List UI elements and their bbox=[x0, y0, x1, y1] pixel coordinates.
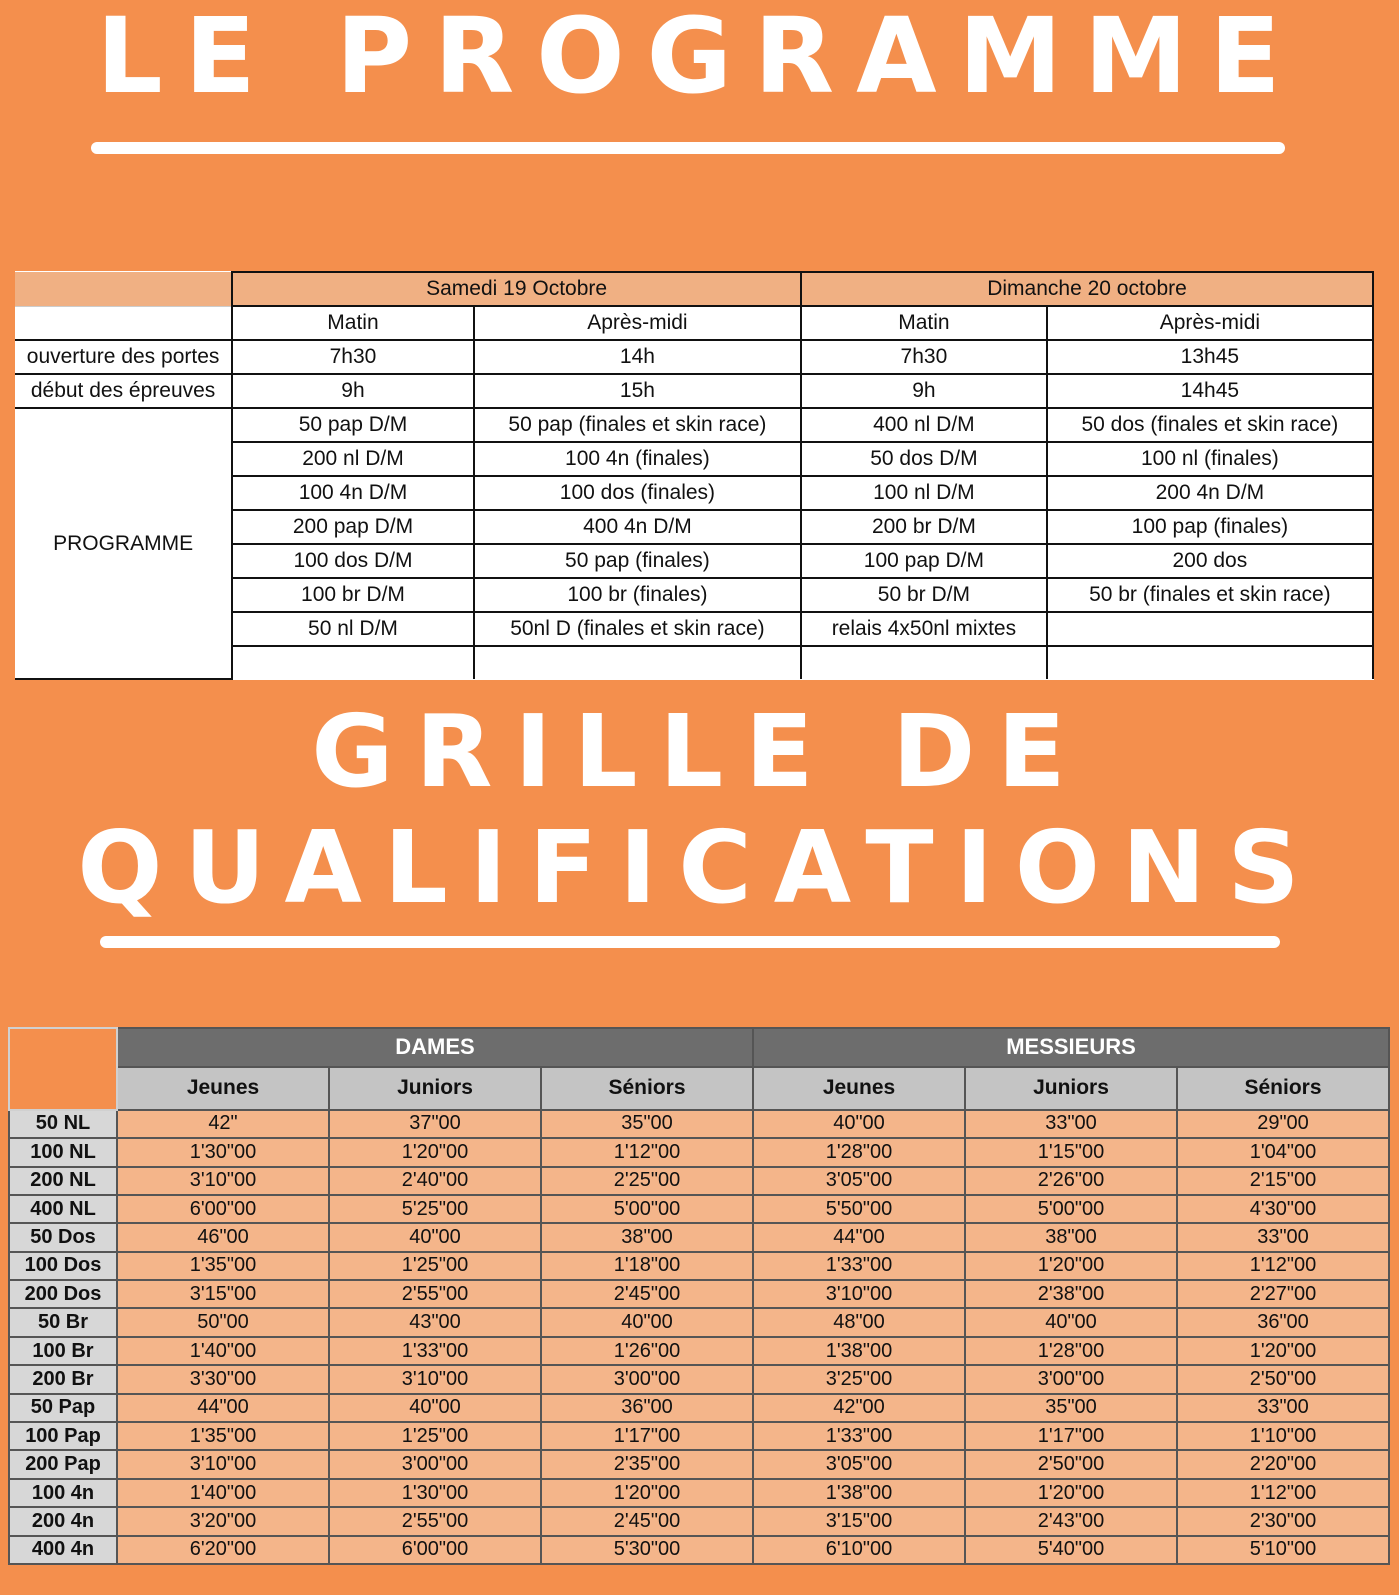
event-cell: 200 4n D/M bbox=[1047, 476, 1373, 510]
qualification-time: 42"00 bbox=[753, 1394, 965, 1422]
qualification-time: 5'50"00 bbox=[753, 1195, 965, 1223]
programme-days-row bbox=[15, 272, 1373, 306]
qualification-time: 2'27"00 bbox=[1177, 1280, 1389, 1308]
programme-table bbox=[15, 271, 1374, 680]
qualification-time: 33"00 bbox=[1177, 1223, 1389, 1251]
programme-periods-row bbox=[15, 306, 1373, 340]
qualification-time: 3'05"00 bbox=[753, 1450, 965, 1478]
event-cell: 50 br (finales et skin race) bbox=[1047, 578, 1373, 612]
time-cell: 7h30 bbox=[801, 340, 1047, 374]
event-label: 200 4n bbox=[9, 1507, 117, 1535]
programme-corner-cell bbox=[15, 306, 232, 340]
qualification-time: 1'25"00 bbox=[329, 1422, 541, 1450]
programme-times-row bbox=[15, 340, 1373, 374]
qualification-time: 29"00 bbox=[1177, 1110, 1389, 1138]
category-header: Jeunes bbox=[753, 1067, 965, 1110]
event-label: 50 Dos bbox=[9, 1223, 117, 1251]
event-cell: 200 br D/M bbox=[801, 510, 1047, 544]
period-header: Après-midi bbox=[1047, 306, 1373, 340]
time-cell: 9h bbox=[232, 374, 474, 408]
event-cell: 50 dos (finales et skin race) bbox=[1047, 408, 1373, 442]
qualification-row bbox=[9, 1138, 1389, 1166]
row-label: début des épreuves bbox=[15, 374, 232, 408]
qualification-row bbox=[9, 1536, 1389, 1564]
qualification-time: 1'33"00 bbox=[753, 1422, 965, 1450]
category-header: Séniors bbox=[1177, 1067, 1389, 1110]
qualification-time: 1'40"00 bbox=[117, 1479, 329, 1507]
qualification-time: 36"00 bbox=[541, 1394, 753, 1422]
qualification-time: 40"00 bbox=[753, 1110, 965, 1138]
qualification-time: 1'04"00 bbox=[1177, 1138, 1389, 1166]
event-cell: 100 nl (finales) bbox=[1047, 442, 1373, 476]
time-cell: 14h bbox=[474, 340, 801, 374]
qualification-time: 1'20"00 bbox=[541, 1479, 753, 1507]
event-label: 200 Br bbox=[9, 1365, 117, 1393]
time-cell: 9h bbox=[801, 374, 1047, 408]
qualification-time: 2'30"00 bbox=[1177, 1507, 1389, 1535]
category-header: Juniors bbox=[965, 1067, 1177, 1110]
qualification-time: 1'12"00 bbox=[1177, 1252, 1389, 1280]
qualification-time: 2'45"00 bbox=[541, 1507, 753, 1535]
title-underline bbox=[91, 142, 1285, 154]
qualification-time: 5'25"00 bbox=[329, 1195, 541, 1223]
qualification-time: 2'25"00 bbox=[541, 1167, 753, 1195]
qualification-time: 1'12"00 bbox=[1177, 1479, 1389, 1507]
time-cell: 14h45 bbox=[1047, 374, 1373, 408]
qualification-time: 3'00"00 bbox=[329, 1450, 541, 1478]
qualification-time: 3'05"00 bbox=[753, 1167, 965, 1195]
qualification-time: 37"00 bbox=[329, 1110, 541, 1138]
event-label: 50 Br bbox=[9, 1308, 117, 1336]
qualification-time: 48"00 bbox=[753, 1308, 965, 1336]
group-header: DAMES bbox=[117, 1028, 753, 1067]
qualification-table bbox=[8, 1027, 1390, 1565]
event-cell: 200 nl D/M bbox=[232, 442, 474, 476]
event-cell: 100 4n (finales) bbox=[474, 442, 801, 476]
qualification-corner-cell bbox=[9, 1028, 117, 1110]
qualification-time: 4'30"00 bbox=[1177, 1195, 1389, 1223]
qualification-time: 1'38"00 bbox=[753, 1337, 965, 1365]
event-cell bbox=[474, 646, 801, 679]
qualification-time: 5'30"00 bbox=[541, 1536, 753, 1564]
qualification-row bbox=[9, 1280, 1389, 1308]
qualification-time: 6'00"00 bbox=[117, 1195, 329, 1223]
qualification-time: 33"00 bbox=[965, 1110, 1177, 1138]
event-label: 100 NL bbox=[9, 1138, 117, 1166]
qualification-time: 43"00 bbox=[329, 1308, 541, 1336]
event-cell: 200 pap D/M bbox=[232, 510, 474, 544]
qualification-row bbox=[9, 1365, 1389, 1393]
event-label: 100 Dos bbox=[9, 1252, 117, 1280]
period-header: Après-midi bbox=[474, 306, 801, 340]
event-cell bbox=[1047, 612, 1373, 646]
category-header: Séniors bbox=[541, 1067, 753, 1110]
event-cell: 50nl D (finales et skin race) bbox=[474, 612, 801, 646]
qualification-time: 33"00 bbox=[1177, 1394, 1389, 1422]
qualification-time: 46"00 bbox=[117, 1223, 329, 1251]
event-label: 400 4n bbox=[9, 1536, 117, 1564]
qualification-row bbox=[9, 1223, 1389, 1251]
event-cell: 400 4n D/M bbox=[474, 510, 801, 544]
qualification-time: 1'40"00 bbox=[117, 1337, 329, 1365]
event-cell: 200 dos bbox=[1047, 544, 1373, 578]
qualification-time: 3'10"00 bbox=[329, 1365, 541, 1393]
qualification-time: 1'30"00 bbox=[117, 1138, 329, 1166]
qualification-time: 1'35"00 bbox=[117, 1422, 329, 1450]
qualification-time: 3'10"00 bbox=[117, 1167, 329, 1195]
qualification-time: 1'28"00 bbox=[965, 1337, 1177, 1365]
time-cell: 7h30 bbox=[232, 340, 474, 374]
qualification-time: 40"00 bbox=[541, 1308, 753, 1336]
qualification-time: 6'00"00 bbox=[329, 1536, 541, 1564]
event-label: 50 Pap bbox=[9, 1394, 117, 1422]
event-label: 100 Pap bbox=[9, 1422, 117, 1450]
programme-corner-cell bbox=[15, 272, 232, 306]
period-header: Matin bbox=[801, 306, 1047, 340]
qualification-time: 3'10"00 bbox=[753, 1280, 965, 1308]
qualification-time: 1'15"00 bbox=[965, 1138, 1177, 1166]
event-cell: 100 pap D/M bbox=[801, 544, 1047, 578]
qualification-time: 1'20"00 bbox=[965, 1479, 1177, 1507]
qualification-time: 2'40"00 bbox=[329, 1167, 541, 1195]
qualification-row bbox=[9, 1308, 1389, 1336]
qualification-time: 1'10"00 bbox=[1177, 1422, 1389, 1450]
qualification-row bbox=[9, 1195, 1389, 1223]
event-label: 200 Dos bbox=[9, 1280, 117, 1308]
qualification-row bbox=[9, 1110, 1389, 1138]
qualification-time: 2'55"00 bbox=[329, 1507, 541, 1535]
category-header: Juniors bbox=[329, 1067, 541, 1110]
qualification-time: 35"00 bbox=[965, 1394, 1177, 1422]
event-cell: relais 4x50nl mixtes bbox=[801, 612, 1047, 646]
event-cell bbox=[801, 646, 1047, 679]
qualification-row bbox=[9, 1252, 1389, 1280]
qualification-time: 2'50"00 bbox=[1177, 1365, 1389, 1393]
day-header: Dimanche 20 octobre bbox=[801, 272, 1373, 306]
event-label: 200 Pap bbox=[9, 1450, 117, 1478]
event-cell: 100 4n D/M bbox=[232, 476, 474, 510]
qualification-time: 42" bbox=[117, 1110, 329, 1138]
qualification-time: 1'18"00 bbox=[541, 1252, 753, 1280]
qualification-time: 3'15"00 bbox=[753, 1507, 965, 1535]
event-cell bbox=[1047, 646, 1373, 679]
qualification-time: 2'38"00 bbox=[965, 1280, 1177, 1308]
event-cell: 50 nl D/M bbox=[232, 612, 474, 646]
programme-title: LE PROGRAMME bbox=[96, 0, 1303, 117]
qualification-time: 38"00 bbox=[965, 1223, 1177, 1251]
qualification-time: 3'15"00 bbox=[117, 1280, 329, 1308]
qualification-time: 2'55"00 bbox=[329, 1280, 541, 1308]
grille-title-line2: QUALIFICATIONS bbox=[77, 809, 1322, 926]
event-cell: 50 br D/M bbox=[801, 578, 1047, 612]
event-cell: 400 nl D/M bbox=[801, 408, 1047, 442]
qualification-row bbox=[9, 1167, 1389, 1195]
event-cell: 50 pap (finales et skin race) bbox=[474, 408, 801, 442]
qualification-time: 1'26"00 bbox=[541, 1337, 753, 1365]
qualification-row bbox=[9, 1422, 1389, 1450]
qualification-time: 1'35"00 bbox=[117, 1252, 329, 1280]
event-cell: 50 dos D/M bbox=[801, 442, 1047, 476]
event-cell: 100 dos (finales) bbox=[474, 476, 801, 510]
qualification-time: 35"00 bbox=[541, 1110, 753, 1138]
event-cell: 100 dos D/M bbox=[232, 544, 474, 578]
group-header: MESSIEURS bbox=[753, 1028, 1389, 1067]
qualification-time: 1'30"00 bbox=[329, 1479, 541, 1507]
time-cell: 13h45 bbox=[1047, 340, 1373, 374]
qualification-time: 50"00 bbox=[117, 1308, 329, 1336]
qualification-rows bbox=[9, 1110, 1389, 1564]
qualification-time: 5'40"00 bbox=[965, 1536, 1177, 1564]
qualification-time: 38"00 bbox=[541, 1223, 753, 1251]
group-header-row bbox=[9, 1028, 1389, 1067]
qualification-time: 1'33"00 bbox=[329, 1337, 541, 1365]
qualification-time: 40"00 bbox=[329, 1223, 541, 1251]
qualification-time: 1'17"00 bbox=[541, 1422, 753, 1450]
qualification-time: 1'20"00 bbox=[1177, 1337, 1389, 1365]
event-cell: 100 nl D/M bbox=[801, 476, 1047, 510]
qualification-time: 1'33"00 bbox=[753, 1252, 965, 1280]
qualification-time: 1'12"00 bbox=[541, 1138, 753, 1166]
programme-label: PROGRAMME bbox=[15, 408, 232, 679]
time-cell: 15h bbox=[474, 374, 801, 408]
title-underline bbox=[100, 936, 1280, 948]
qualification-time: 6'10"00 bbox=[753, 1536, 965, 1564]
event-label: 400 NL bbox=[9, 1195, 117, 1223]
qualification-time: 2'26"00 bbox=[965, 1167, 1177, 1195]
qualification-time: 40"00 bbox=[965, 1308, 1177, 1336]
programme-times-row bbox=[15, 374, 1373, 408]
qualification-time: 6'20"00 bbox=[117, 1536, 329, 1564]
programme-event-row bbox=[15, 408, 1373, 442]
qualification-time: 1'28"00 bbox=[753, 1138, 965, 1166]
qualification-time: 2'35"00 bbox=[541, 1450, 753, 1478]
qualification-time: 3'25"00 bbox=[753, 1365, 965, 1393]
event-cell bbox=[232, 646, 474, 679]
qualification-time: 5'10"00 bbox=[1177, 1536, 1389, 1564]
qualification-row bbox=[9, 1394, 1389, 1422]
period-header: Matin bbox=[232, 306, 474, 340]
row-label: ouverture des portes bbox=[15, 340, 232, 374]
day-header: Samedi 19 Octobre bbox=[232, 272, 801, 306]
category-header-row bbox=[9, 1067, 1389, 1110]
qualification-time: 2'43"00 bbox=[965, 1507, 1177, 1535]
qualification-row bbox=[9, 1479, 1389, 1507]
qualification-time: 3'00"00 bbox=[541, 1365, 753, 1393]
qualification-time: 3'20"00 bbox=[117, 1507, 329, 1535]
qualification-time: 1'25"00 bbox=[329, 1252, 541, 1280]
event-cell: 100 br (finales) bbox=[474, 578, 801, 612]
qualification-time: 44"00 bbox=[117, 1394, 329, 1422]
qualification-time: 2'15"00 bbox=[1177, 1167, 1389, 1195]
qualification-time: 1'20"00 bbox=[965, 1252, 1177, 1280]
event-cell: 100 br D/M bbox=[232, 578, 474, 612]
qualification-row bbox=[9, 1337, 1389, 1365]
event-label: 200 NL bbox=[9, 1167, 117, 1195]
qualification-row bbox=[9, 1450, 1389, 1478]
qualification-time: 2'20"00 bbox=[1177, 1450, 1389, 1478]
qualification-time: 44"00 bbox=[753, 1223, 965, 1251]
qualification-time: 5'00"00 bbox=[965, 1195, 1177, 1223]
event-cell: 50 pap D/M bbox=[232, 408, 474, 442]
event-cell: 50 pap (finales) bbox=[474, 544, 801, 578]
qualification-time: 40"00 bbox=[329, 1394, 541, 1422]
qualification-time: 2'50"00 bbox=[965, 1450, 1177, 1478]
qualification-row bbox=[9, 1507, 1389, 1535]
qualification-time: 1'38"00 bbox=[753, 1479, 965, 1507]
qualification-time: 3'10"00 bbox=[117, 1450, 329, 1478]
category-header: Jeunes bbox=[117, 1067, 329, 1110]
event-label: 50 NL bbox=[9, 1110, 117, 1138]
qualification-time: 3'30"00 bbox=[117, 1365, 329, 1393]
event-cell: 100 pap (finales) bbox=[1047, 510, 1373, 544]
qualification-time: 3'00"00 bbox=[965, 1365, 1177, 1393]
qualification-time: 1'17"00 bbox=[965, 1422, 1177, 1450]
grille-title-line1: GRILLE DE bbox=[311, 693, 1088, 810]
event-label: 100 Br bbox=[9, 1337, 117, 1365]
event-label: 100 4n bbox=[9, 1479, 117, 1507]
qualification-time: 5'00"00 bbox=[541, 1195, 753, 1223]
qualification-time: 2'45"00 bbox=[541, 1280, 753, 1308]
qualification-time: 36"00 bbox=[1177, 1308, 1389, 1336]
qualification-time: 1'20"00 bbox=[329, 1138, 541, 1166]
